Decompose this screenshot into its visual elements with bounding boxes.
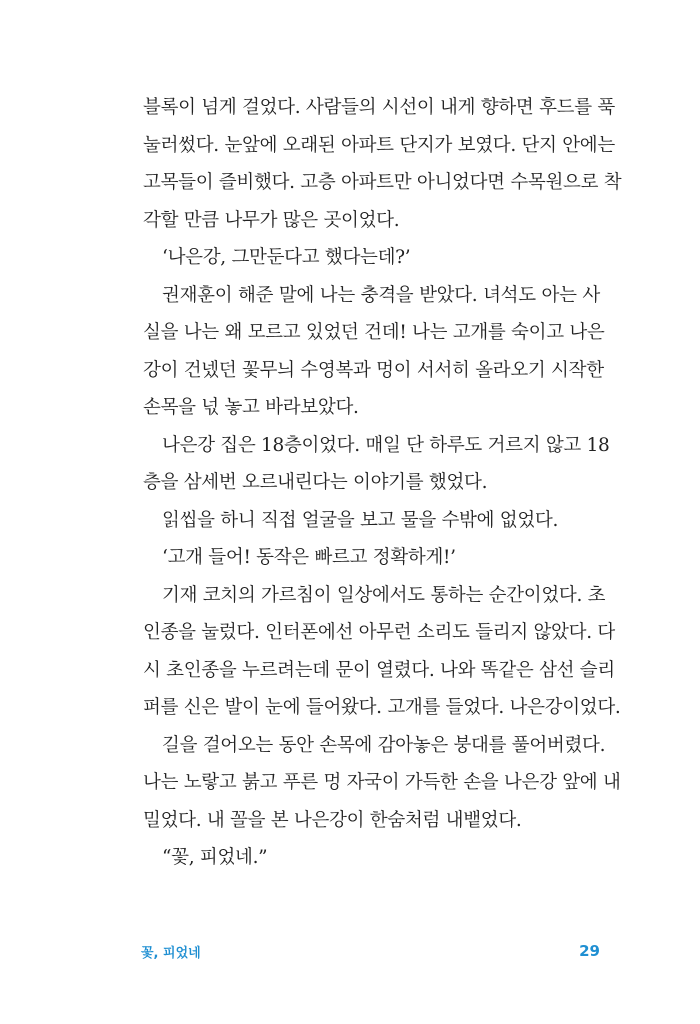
text-line: 읽씹을 하니 직접 얼굴을 보고 물을 수밖에 없었다. bbox=[162, 509, 559, 531]
text-line: 나은강 집은 18층이었다. 매일 단 하루도 거르지 않고 18 bbox=[162, 434, 610, 456]
body-text bbox=[143, 89, 622, 877]
text-line: 길을 걸어오는 동안 손목에 감아놓은 붕대를 풀어버렸다. bbox=[162, 734, 606, 756]
page-number: 29 bbox=[579, 942, 600, 960]
text-line: 강이 건넸던 꽃무늬 수영복과 멍이 서서히 올라오기 시작한 bbox=[143, 359, 604, 381]
running-title: 꽃, 피었네 bbox=[141, 946, 201, 961]
text-line: 눌러썼다. 눈앞에 오래된 아파트 단지가 보였다. 단지 안에는 bbox=[143, 134, 615, 156]
text-line: 실을 나는 왜 모르고 있었던 건데! 나는 고개를 숙이고 나은 bbox=[143, 322, 605, 343]
text-line: 권재훈이 해준 말에 나는 충격을 받았다. 녀석도 아는 사 bbox=[162, 284, 600, 306]
text-line: 고목들이 즐비했다. 고층 아파트만 아니었다면 수목원으로 착 bbox=[143, 172, 622, 193]
text-line: 밀었다. 내 꼴을 본 나은강이 한숨처럼 내뱉었다. bbox=[143, 809, 522, 831]
text-line: ‘나은강, 그만둔다고 했다는데?’ bbox=[162, 247, 411, 268]
text-line: 기재 코치의 가르침이 일상에서도 통하는 순간이었다. 초 bbox=[162, 584, 606, 606]
text-line: 각할 만큼 나무가 많은 곳이었다. bbox=[143, 209, 400, 231]
text-line: 퍼를 신은 발이 눈에 들어왔다. 고개를 들었다. 나은강이었다. bbox=[143, 697, 621, 718]
text-line: 인종을 눌렀다. 인터폰에선 아무런 소리도 들리지 않았다. 다 bbox=[143, 622, 615, 643]
text-line: 나는 노랗고 붉고 푸른 멍 자국이 가득한 손을 나은강 앞에 내 bbox=[143, 772, 621, 793]
text-line: 블록이 넘게 걸었다. 사람들의 시선이 내게 향하면 후드를 푹 bbox=[143, 97, 615, 118]
text-line: 손목을 넋 놓고 바라보았다. bbox=[143, 397, 359, 418]
text-line: 층을 삼세번 오르내린다는 이야기를 했었다. bbox=[143, 472, 488, 493]
text-line: ‘고개 들어! 동작은 빠르고 정확하게!’ bbox=[162, 547, 456, 568]
text-line: “꽃, 피었네.” bbox=[162, 847, 268, 868]
text-line: 시 초인종을 누르려는데 문이 열렸다. 나와 똑같은 삼선 슬리 bbox=[143, 659, 615, 681]
